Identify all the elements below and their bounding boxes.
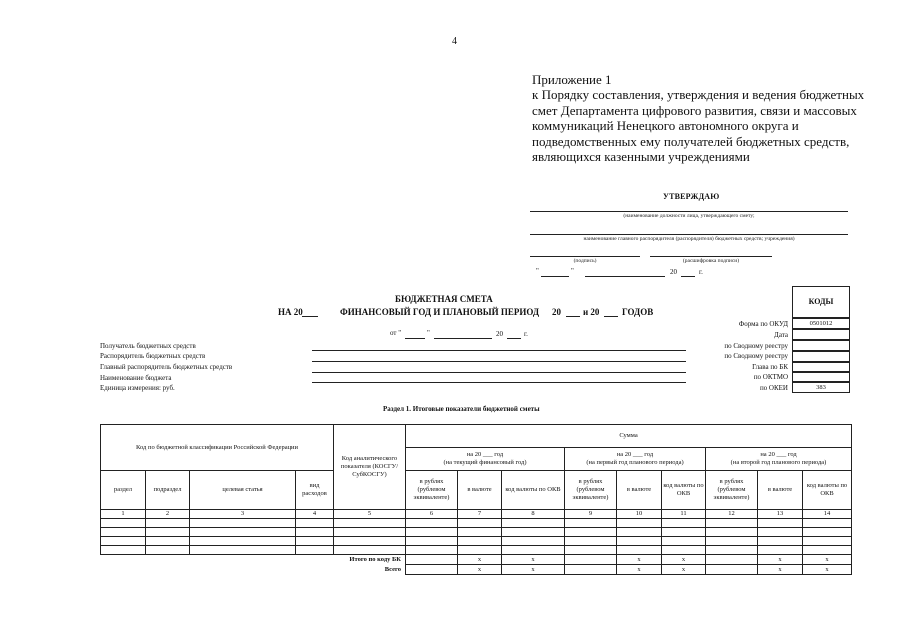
col-number: 14 [803, 510, 852, 519]
field-label: Главный распорядитель бюджетных средств [100, 363, 233, 371]
decoding-line [650, 256, 772, 257]
code-label: Глава по БК [752, 363, 788, 371]
title-na20: НА 20 [278, 307, 303, 317]
approve-date-quote-close: " [571, 267, 574, 275]
x-mark: x [662, 555, 706, 565]
appendix-line: к Порядку составления, утверждения и ведения бюджетных [532, 87, 865, 103]
col-number: 4 [296, 510, 334, 519]
appendix-note [532, 72, 865, 165]
col-val: в валюте [758, 471, 803, 510]
total-bk-row [101, 555, 852, 565]
col-val: в валюте [617, 471, 662, 510]
title-y2-line [604, 316, 618, 317]
code-value-date [792, 329, 850, 340]
code-label: по ОКТМО [753, 373, 788, 381]
code-label: по Сводному реестру [724, 352, 788, 360]
col-number: 8 [502, 510, 565, 519]
col-number: 13 [758, 510, 803, 519]
col-number: 3 [190, 510, 296, 519]
header-bk: Код по бюджетной классификации Российской Федерации [101, 425, 334, 471]
table-row [101, 537, 852, 546]
field-label: Распорядитель бюджетных средств [100, 352, 206, 360]
col-vid: вид расходов [296, 471, 334, 510]
x-mark: x [502, 565, 565, 575]
col-okv: код валюты по ОКВ [803, 471, 852, 510]
appendix-line: смет Департамента цифрового развития, связи и массовых [532, 102, 857, 118]
from-month-line [434, 338, 492, 339]
title-year-line [302, 316, 318, 317]
page-number: 4 [452, 36, 457, 47]
from-day-line [405, 338, 425, 339]
header-sum: Сумма [406, 425, 852, 448]
section-title: Раздел 1. Итоговые показатели бюджетной сметы [383, 405, 540, 413]
code-label: по Сводному реестру [724, 342, 788, 350]
col-celevaya: целевая статья [190, 471, 296, 510]
col-rub: в рублях (рублевом эквиваленте) [565, 471, 617, 510]
codes-header: КОДЫ [792, 286, 850, 318]
header-year2-a: на 20 ___ год [616, 451, 654, 458]
x-mark: x [617, 555, 662, 565]
x-mark: x [617, 565, 662, 575]
total-all-label: Всего [384, 565, 401, 573]
col-number: 6 [406, 510, 458, 519]
approve-date-quote-open: " [536, 267, 539, 275]
col-razdel: раздел [101, 471, 146, 510]
code-value-bk [792, 362, 850, 372]
col-rub: в рублях (рублевом эквиваленте) [706, 471, 758, 510]
appendix-line: коммуникаций Ненецкого автономного округа и [532, 118, 799, 134]
col-podrazdel: подраздел [146, 471, 190, 510]
col-number: 10 [617, 510, 662, 519]
appendix-line: Приложение 1 [532, 72, 612, 87]
header-year2-b: (на первый год планового периода) [586, 459, 684, 466]
title-y1-line [566, 316, 580, 317]
x-mark: x [458, 565, 502, 575]
field-line [312, 361, 686, 362]
col-number: 2 [146, 510, 190, 519]
approve-date-suffix: г. [699, 268, 703, 276]
header-kosgu: Код аналитического показателя (КОСГУ/ СубКОСГУ) [334, 425, 406, 510]
table-row [101, 528, 852, 537]
table-row [101, 519, 852, 528]
from-year-line [507, 338, 521, 339]
header-year1-b: (на текущий финансовый год) [443, 459, 527, 466]
header-year1-a: на 20 ___ год [466, 451, 504, 458]
code-value-registry2 [792, 351, 850, 362]
from-suffix: г. [524, 330, 528, 338]
code-label: по ОКЕИ [759, 384, 788, 392]
col-number: 11 [662, 510, 706, 519]
approve-date-year-line [681, 276, 695, 277]
field-line [312, 350, 686, 351]
field-label: Получатель бюджетных средств [100, 342, 196, 350]
col-number: 5 [334, 510, 406, 519]
title-y1: 20 [552, 307, 561, 317]
code-value-oktmo [792, 372, 850, 382]
field-line [312, 382, 686, 383]
col-number: 12 [706, 510, 758, 519]
approve-date-day-line [541, 276, 569, 277]
header-year3 [706, 448, 852, 471]
from-quote: " [427, 329, 430, 337]
code-label: Форма по ОКУД [738, 320, 788, 328]
col-number: 7 [458, 510, 502, 519]
code-value-okud: 0501012 [792, 318, 850, 329]
code-value-registry [792, 340, 850, 351]
from-year: 20 [496, 330, 503, 338]
col-okv: код валюты по ОКВ [502, 471, 565, 510]
x-mark: x [803, 555, 852, 565]
field-line [312, 372, 686, 373]
total-bk-label: Итого по коду БК [349, 555, 401, 563]
from-label: от " [390, 329, 402, 337]
x-mark: x [758, 565, 803, 575]
approve-date-year: 20 [670, 268, 677, 276]
code-label: Дата [774, 331, 788, 339]
approve-date-month-line [585, 276, 665, 277]
appendix-line: подведомственных ему получателей бюджетных средств, [532, 133, 850, 149]
approve-position-caption: (наименование должности лица, утверждающего смету; [623, 213, 755, 219]
header-year3-b: (на второй год планового периода) [730, 459, 827, 466]
signature-line [530, 256, 640, 257]
approve-manager-caption: наименование главного распорядителя (распорядителя) бюджетных средств; учреждения) [583, 236, 795, 242]
signature-caption: (подпись) [573, 258, 597, 264]
field-label: Единица измерения: руб. [100, 384, 175, 392]
title-years: ГОДОВ [622, 307, 654, 317]
x-mark: x [803, 565, 852, 575]
title-and: и 20 [583, 307, 600, 317]
x-mark: x [458, 555, 502, 565]
budget-table [100, 424, 852, 575]
table-row [101, 546, 852, 555]
total-all-row [101, 565, 852, 575]
x-mark: x [502, 555, 565, 565]
header-year2 [565, 448, 706, 471]
x-mark: x [662, 565, 706, 575]
col-okv: код валюты по ОКВ [662, 471, 706, 510]
field-label: Наименование бюджета [100, 374, 172, 382]
col-rub: в рублях (рублевом эквиваленте) [406, 471, 458, 510]
col-val: в валюте [458, 471, 502, 510]
decoding-caption: (расшифровка подписи) [682, 258, 740, 264]
header-year3-a: на 20 ___ год [760, 451, 797, 458]
title-mid: ФИНАНСОВЫЙ ГОД И ПЛАНОВЫЙ ПЕРИОД [340, 307, 540, 317]
appendix-line: являющихся казенными учреждениями [532, 149, 750, 165]
x-mark: x [758, 555, 803, 565]
approve-title: УТВЕРЖДАЮ [663, 192, 720, 201]
document-title: БЮДЖЕТНАЯ СМЕТА [395, 294, 493, 304]
approve-position-line [530, 211, 848, 212]
approve-manager-line [530, 234, 848, 235]
col-number: 9 [565, 510, 617, 519]
col-number: 1 [101, 510, 146, 519]
header-year1 [406, 448, 565, 471]
code-value-okei: 383 [792, 382, 850, 393]
